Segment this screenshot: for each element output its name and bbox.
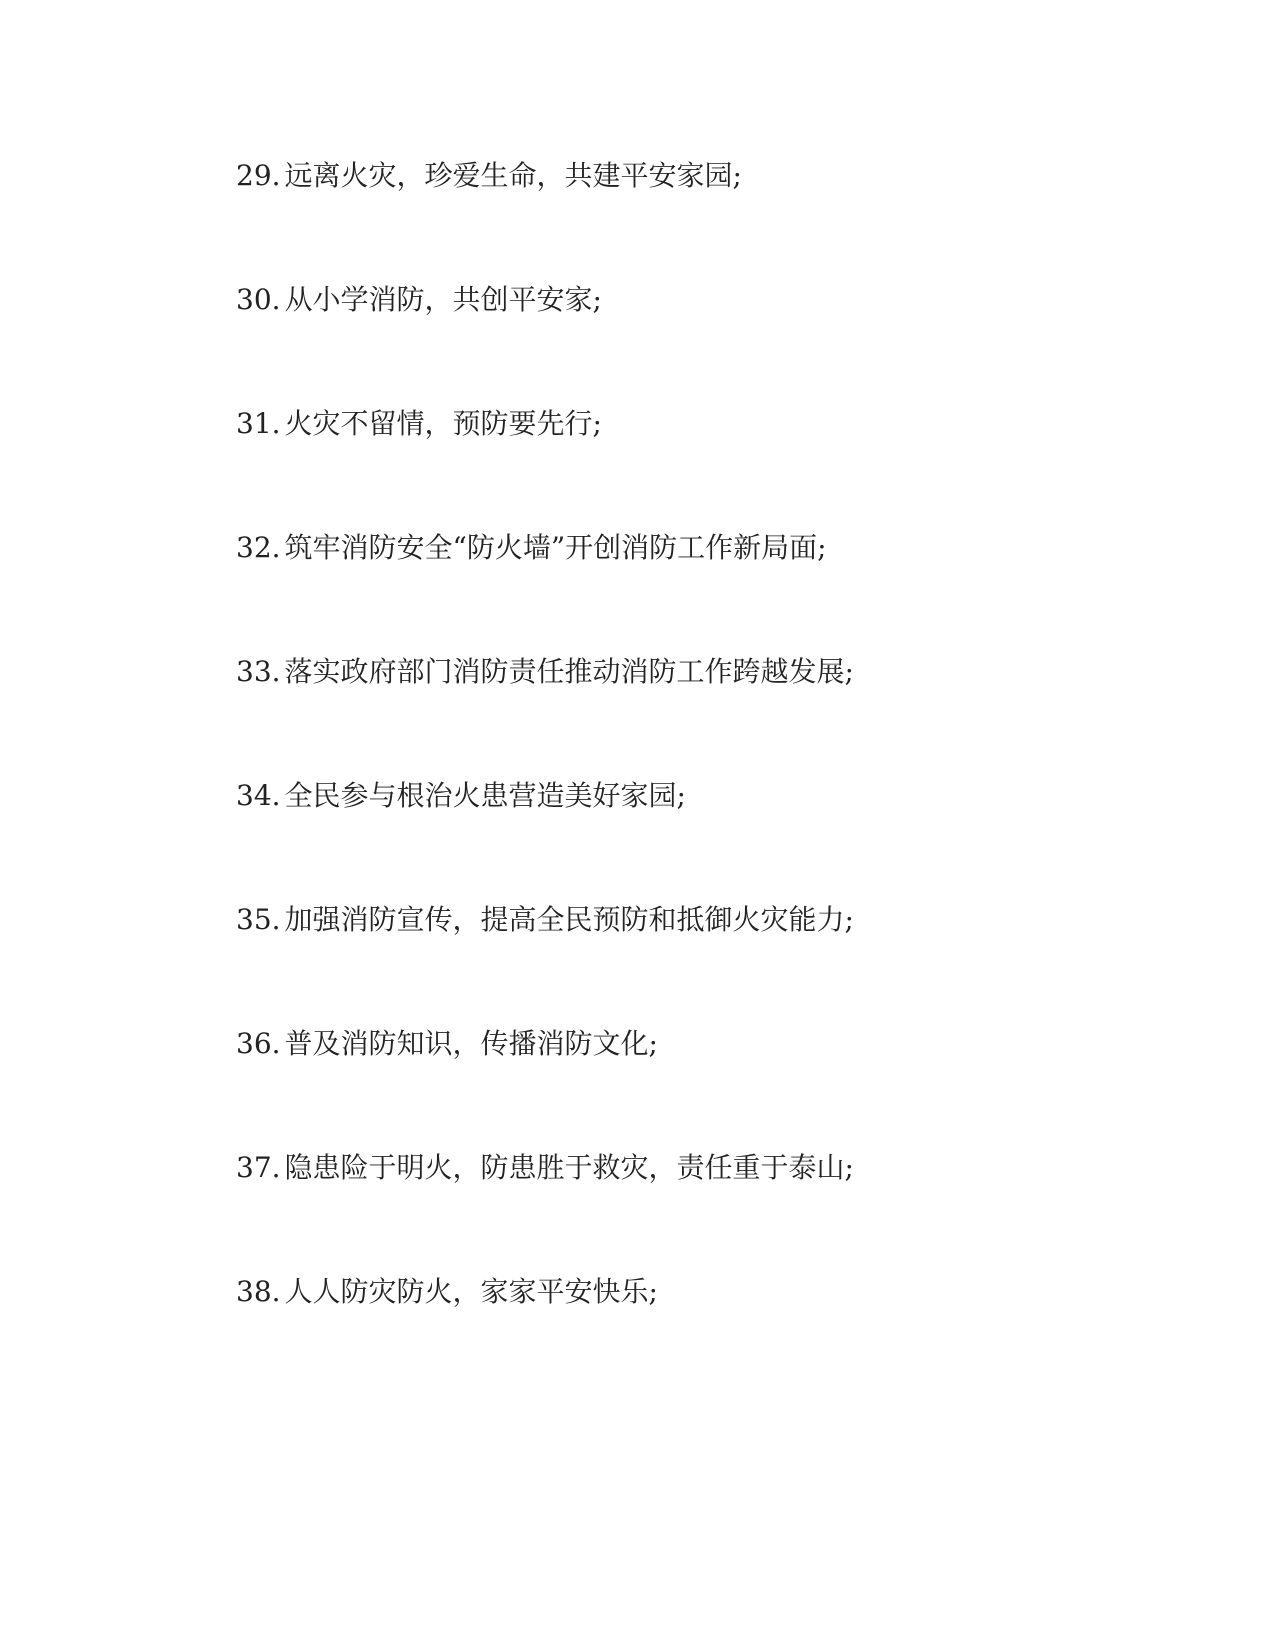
slogan-list bbox=[236, 150, 854, 1390]
item-number: 33. bbox=[236, 655, 281, 688]
item-number: 29. bbox=[236, 159, 281, 192]
list-item bbox=[236, 274, 854, 398]
item-text: 人人防灾防火，家家平安快乐; bbox=[284, 1275, 658, 1308]
item-number: 37. bbox=[236, 1151, 281, 1184]
item-text: 全民参与根治火患营造美好家园; bbox=[284, 779, 686, 812]
item-number: 31. bbox=[236, 407, 281, 440]
item-text: 落实政府部门消防责任推动消防工作跨越发展; bbox=[284, 655, 854, 688]
item-number: 38. bbox=[236, 1275, 281, 1308]
item-number: 35. bbox=[236, 903, 281, 936]
list-item bbox=[236, 894, 854, 1018]
list-item bbox=[236, 1142, 854, 1266]
item-text: 普及消防知识，传播消防文化; bbox=[284, 1027, 658, 1060]
item-number: 34. bbox=[236, 779, 281, 812]
item-text: 远离火灾，珍爱生命，共建平安家园; bbox=[284, 159, 742, 192]
item-number: 32. bbox=[236, 531, 281, 564]
item-number: 30. bbox=[236, 283, 281, 316]
list-item bbox=[236, 150, 854, 274]
item-text: 隐患险于明火，防患胜于救灾，责任重于泰山; bbox=[284, 1151, 854, 1184]
list-item bbox=[236, 1018, 854, 1142]
item-text: 加强消防宣传，提高全民预防和抵御火灾能力; bbox=[284, 903, 854, 936]
list-item bbox=[236, 1266, 854, 1390]
list-item bbox=[236, 522, 854, 646]
item-text: 筑牢消防安全“防火墙”开创消防工作新局面; bbox=[284, 531, 827, 564]
item-number: 36. bbox=[236, 1027, 281, 1060]
list-item bbox=[236, 646, 854, 770]
list-item bbox=[236, 770, 854, 894]
item-text: 火灾不留情，预防要先行; bbox=[284, 407, 602, 440]
item-text: 从小学消防，共创平安家; bbox=[284, 283, 602, 316]
list-item bbox=[236, 398, 854, 522]
